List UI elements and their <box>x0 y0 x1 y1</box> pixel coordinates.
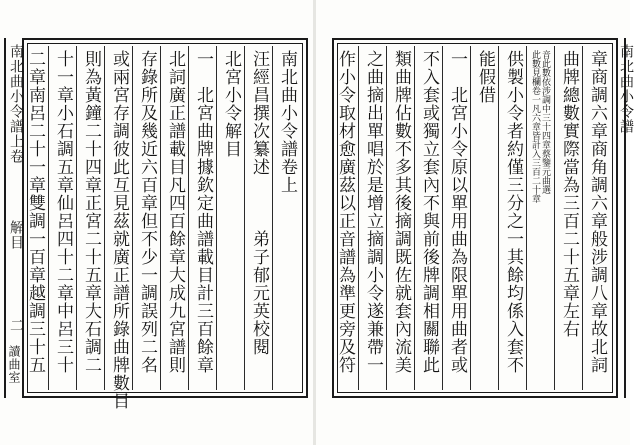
text-column-5: 則為黃鐘二十四章正宮二十五章大石調二 <box>81 50 101 374</box>
text-column-4: 或兩宮存調彼此互見茲就廣正譜所錄曲牌數目 <box>109 50 129 410</box>
margin-section: 解目 <box>8 220 24 250</box>
right-text-frame <box>332 38 618 398</box>
text-column-3: 供製小令者約僅三分之一其餘均係入套不 <box>503 50 523 374</box>
text-column-4: 能假借 <box>475 50 495 104</box>
right-page <box>316 0 634 445</box>
text-column-7: 類曲牌佔數不多其後摘調既佐就套內流美 <box>391 50 411 374</box>
left-text-frame <box>22 38 308 410</box>
margin-page-number: 二 <box>8 318 24 333</box>
text-column-1: 一 北宮曲牌據欽定曲譜載目計三百餘章 <box>193 50 213 374</box>
text-column-1: 章商調六章商角調六章般涉調八章故北詞 <box>587 50 607 374</box>
text-column-3: 存錄所及幾近六百章但不少一調誤列二名 <box>137 50 157 374</box>
margin-book-title: 南北曲小令譜 <box>618 44 634 134</box>
text-column-9: 作小令取材愈廣茲以正音譜為準更旁及符 <box>335 50 355 374</box>
text-column-8: 之曲摘出單唱於是增立摘調小令遂兼帶一 <box>363 50 383 374</box>
text-column-6: 不入套或獨立套內不與前後牌調相關聯此 <box>419 50 439 374</box>
margin-studio-name: 讀曲室 <box>7 345 21 384</box>
margin-book-title: 南北曲小令譜上卷 <box>8 44 24 164</box>
chapter-title: 南北曲小令譜卷上 <box>277 50 297 194</box>
text-column-6: 十一章小石調五章仙呂四十二章中呂三十 <box>53 50 73 374</box>
text-column-2: 北詞廣正譜載目凡四百餘章大成九宮譜則 <box>165 50 185 374</box>
text-column-5: 一 北宮小令原以單用曲為限單用曲者或 <box>447 50 467 374</box>
annotation-column-b: 此數見欄卷一凡六章皆計入三百二十章 <box>530 50 540 203</box>
section-heading: 北宮小令解目 <box>221 50 241 158</box>
author-line: 汪經昌撰次纂述 弟子郁元英校閱 <box>249 50 269 356</box>
left-page <box>0 0 314 445</box>
text-column-2: 曲牌總數實際當為三百二十五章左右 <box>559 50 579 338</box>
annotation-column-a: 音此數依涉調中三十四章蔡鑒元曲選 <box>540 50 550 194</box>
text-column-7: 二章南呂二十一章雙調一百章越調三十五 <box>25 50 45 374</box>
